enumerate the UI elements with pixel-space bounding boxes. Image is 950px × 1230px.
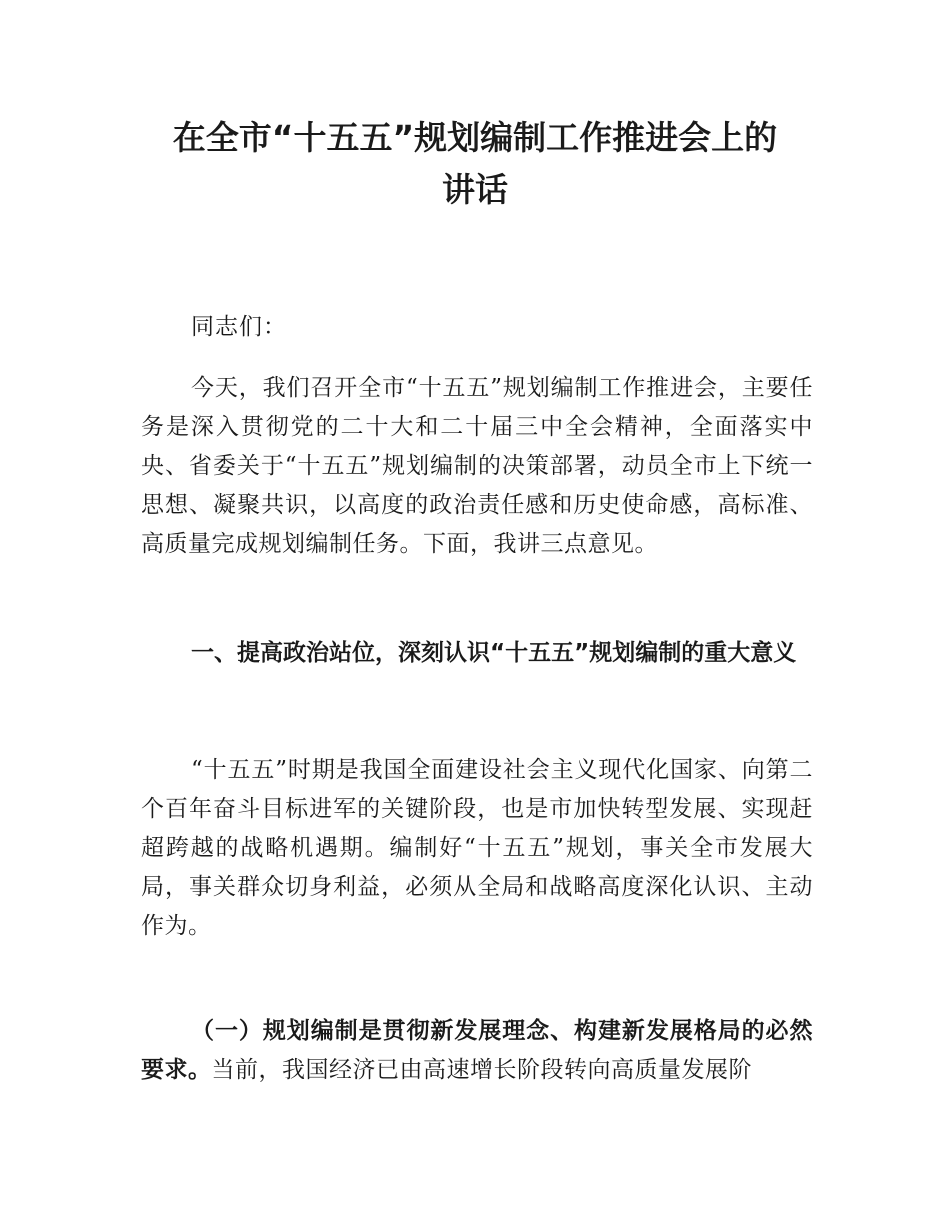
document-title-line-2: 讲话 [442, 170, 508, 209]
paragraph-intro: 今天，我们召开全市“十五五”规划编制工作推进会，主要任务是深入贯彻党的二十大和二十届三中全会精神，全面落实中央、省委关于“十五五”规划编制的决策部署，动员全市上下统一思想、凝聚共识，以高度的政治责任感和历史使命感，高标准、高质量完成规划编制任务。下面，我讲三点意见。 [141, 375, 813, 557]
paragraph-significance: “十五五”时期是我国全面建设社会主义现代化国家、向第二个百年奋斗目标进军的关键阶段，也是市加快转型发展、实现赶超跨越的战略机遇期。编制好“十五五”规划，事关全市发展大局，事关群众切身利益，必须从全局和战略高度深化认识、主动作为。 [141, 757, 813, 939]
document-title-line-1: 在全市“十五五”规划编制工作推进会上的 [172, 118, 778, 157]
section-heading-1: 一、提高政治站位，深刻认识“十五五”规划编制的重大意义 [191, 640, 797, 666]
subsection-1-lead: （一）规划编制是贯彻新发展理念、构建新发展格局的必然要求。 [141, 1018, 813, 1083]
subsection-1-text: 当前，我国经济已由高速增长阶段转向高质量发展阶 [211, 1057, 752, 1083]
paragraph-subsection-1 [141, 1012, 813, 1090]
greeting: 同志们： [191, 314, 287, 340]
